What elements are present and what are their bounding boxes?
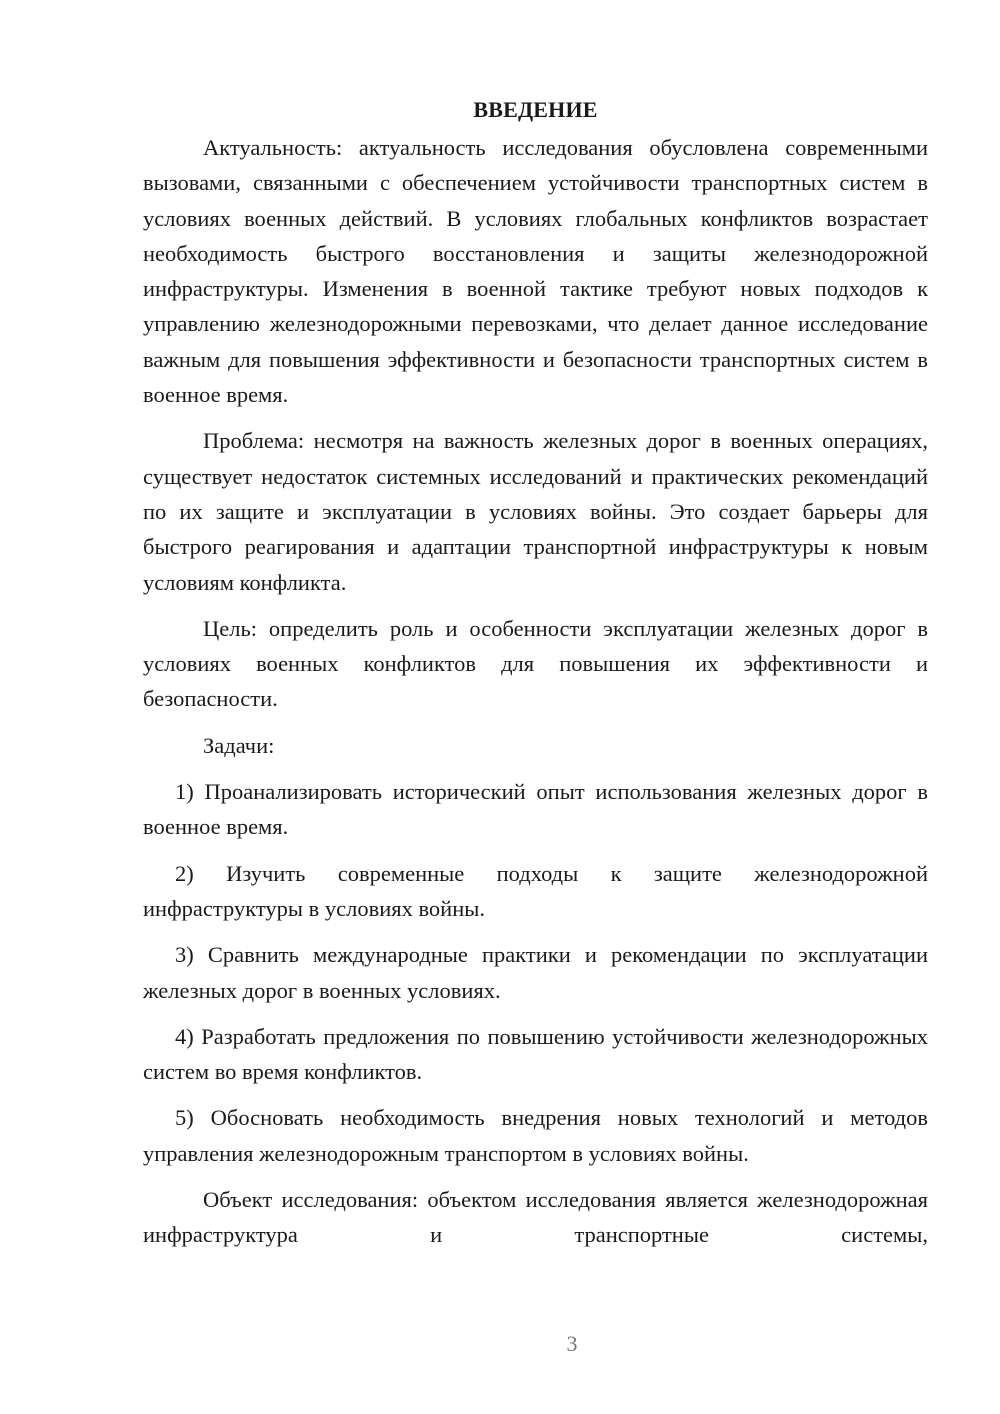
tasks-label: Задачи:	[203, 732, 275, 758]
document-page	[143, 92, 928, 1253]
task-item: 2) Изучить современные подходы к защите железнодорожной инфраструктуры в условиях войны.	[143, 860, 928, 921]
task-item: 5) Обосновать необходимость внедрения новых технологий и методов управления железнодорожным транспортом в условиях войны.	[143, 1105, 928, 1166]
problem-paragraph: Проблема: несмотря на важность железных дорог в военных операциях, существует недостаток системных исследований и практических рекомендаций по их защите и эксплуатации в условиях войны. Это создает барьеры для быстрого реагирования и адаптации транспортной инфраструктуры к новым условиям конфликта.	[143, 428, 928, 595]
page-number: 3	[566, 1331, 578, 1356]
object-paragraph: Объект исследования: объектом исследования является железнодорожная инфраструктура и транспортные системы,	[143, 1187, 928, 1248]
task-item: 3) Сравнить международные практики и рекомендации по эксплуатации железных дорог в военных условиях.	[143, 942, 928, 1003]
task-item: 4) Разработать предложения по повышению устойчивости железнодорожных систем во время конфликтов.	[143, 1023, 928, 1085]
section-heading: ВВЕДЕНИЕ	[473, 97, 598, 122]
goal-paragraph: Цель: определить роль и особенности эксплуатации железных дорог в условиях военных конфликтов для повышения их эффективности и безопасности.	[143, 615, 928, 712]
task-item: 1) Проанализировать исторический опыт использования железных дорог в военное время.	[143, 779, 928, 840]
relevance-paragraph: Актуальность: актуальность исследования обусловлена современными вызовами, связанными с обеспечением устойчивости транспортных систем в условиях военных действий. В условиях глобальных конфликтов возрастает необходимость быстрого восстановления и защиты железнодорожной инфраструктуры. Изменения в военной тактике требуют новых подходов к управлению железнодорожными перевозками, что делает данное исследование важным для повышения эффективности и безопасности транспортных систем в военное время.	[143, 135, 928, 408]
